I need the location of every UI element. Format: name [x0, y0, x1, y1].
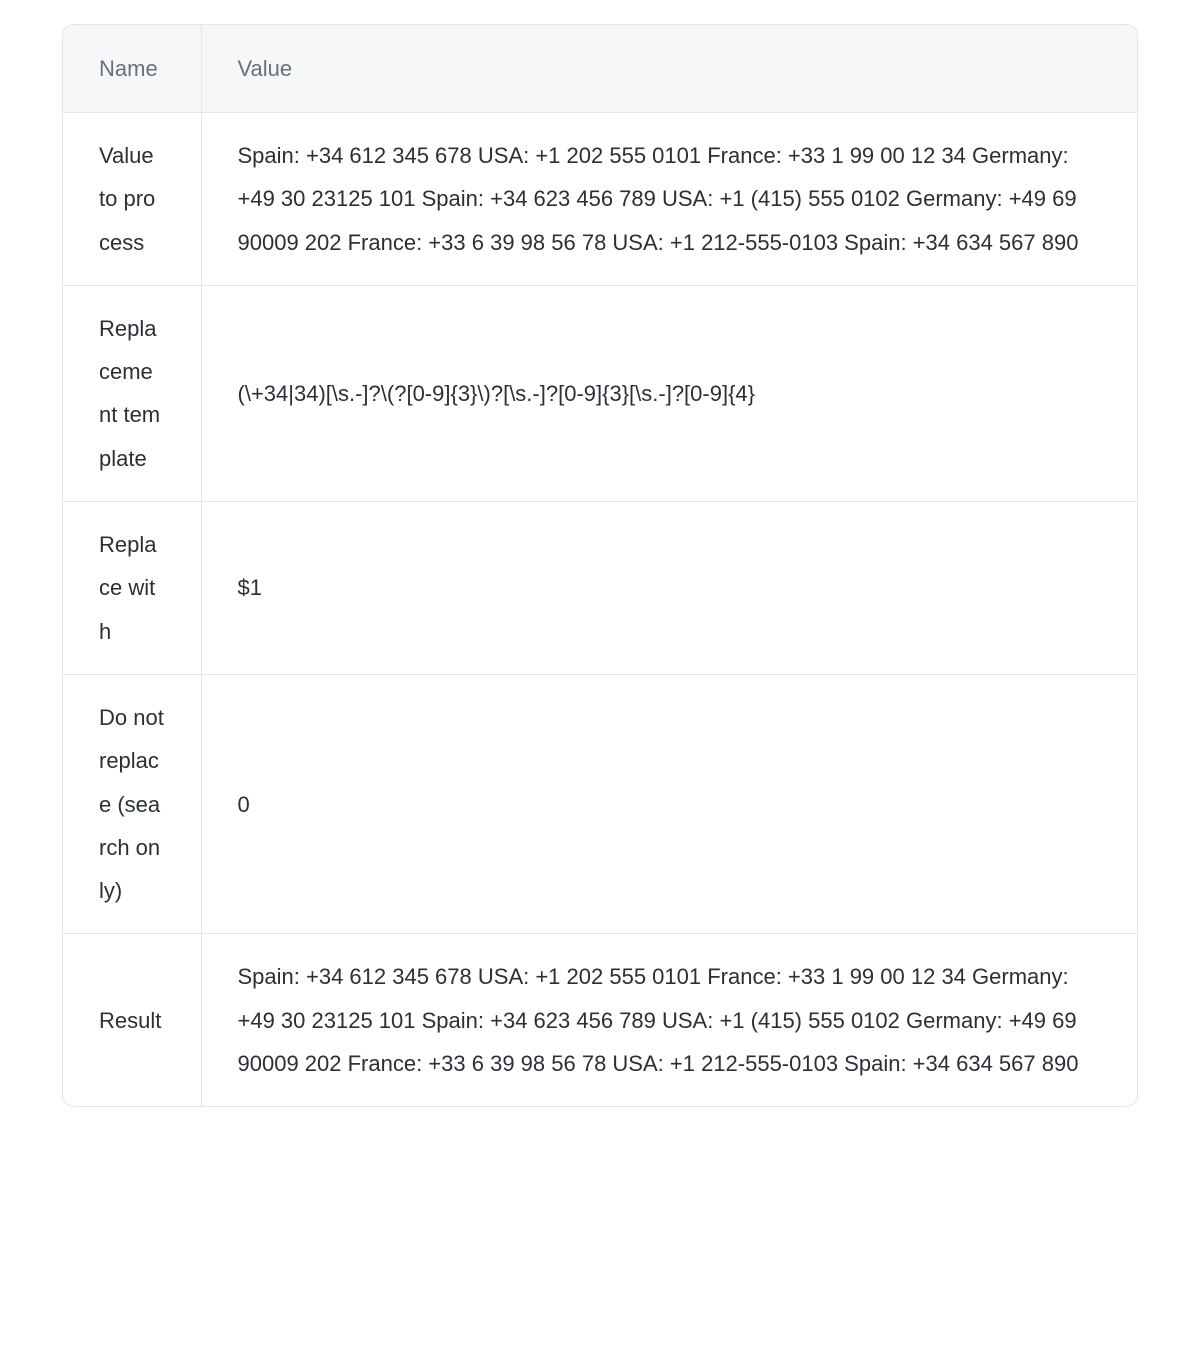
header-row [63, 25, 1137, 113]
row-value-value-to-process: Spain: +34 612 345 678 USA: +1 202 555 0101 France: +33 1 99 00 12 34 Germany: +49 30 23125 101 Spain: +34 623 456 789 USA: +1 (415) 555 0102 Germany: +49 69 90009 202 France: +33 6 39 98 56 78 USA: +1 212-555-0103 Spain: +34 634 567 890 [201, 113, 1137, 286]
row-name-replace-with: Replace with [63, 502, 201, 675]
row-name-value-to-process: Value to process [63, 113, 201, 286]
row-name-do-not-replace: Do not replace (search only) [63, 674, 201, 933]
table-header [63, 25, 1137, 113]
table-body [63, 113, 1137, 1107]
row-name-result: Result [63, 934, 201, 1106]
row-value-replacement-template: (\+34|34)[\s.-]?\(?[0-9]{3}\)?[\s.-]?[0-9]{3}[\s.-]?[0-9]{4} [201, 285, 1137, 501]
row-name-replacement-template: Replacement template [63, 285, 201, 501]
row-value-result: Spain: +34 612 345 678 USA: +1 202 555 0101 France: +33 1 99 00 12 34 Germany: +49 30 23125 101 Spain: +34 623 456 789 USA: +1 (415) 555 0102 Germany: +49 69 90009 202 France: +33 6 39 98 56 78 USA: +1 212-555-0103 Spain: +34 634 567 890 [237, 964, 1079, 1077]
row-value-replace-with: $1 [201, 502, 1137, 675]
parameters-grid [63, 25, 1137, 1106]
table-row-replace-with [63, 502, 1137, 675]
row-value-do-not-replace: 0 [201, 674, 1137, 933]
parameters-table [62, 24, 1138, 1107]
table-row-result [63, 934, 1137, 1106]
table-row-do-not-replace [63, 674, 1137, 933]
table-row-replacement-template [63, 285, 1137, 501]
column-header-name: Name [63, 25, 201, 113]
column-header-value: Value [201, 25, 1137, 113]
table-row-value-to-process [63, 113, 1137, 286]
